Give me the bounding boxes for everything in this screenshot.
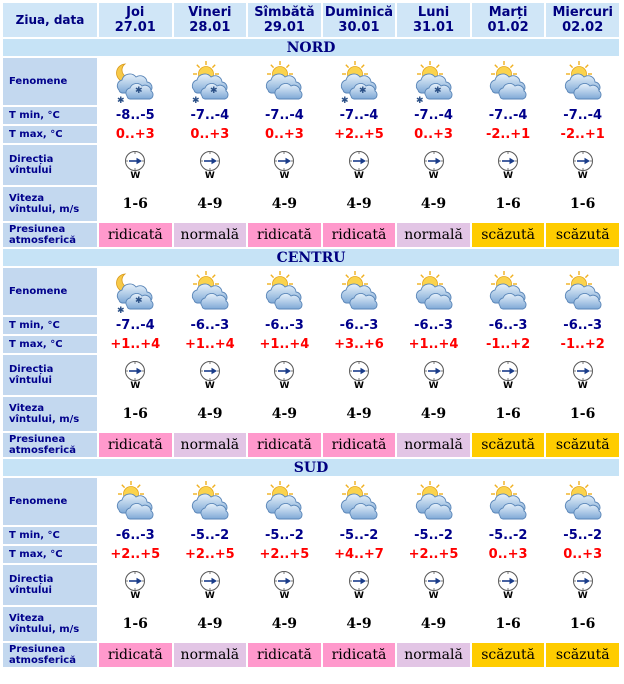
- wind-compass-icon: [423, 360, 445, 382]
- pressure-label: [3, 643, 97, 667]
- wind-direction-value: W: [204, 591, 215, 601]
- wind-direction-value: W: [503, 381, 514, 391]
- pressure-label-text: Presiunea: [9, 224, 66, 235]
- wind-speed-value: 4-9: [323, 187, 396, 221]
- sun-cloud-icon: [559, 270, 607, 314]
- wind-speed-value: 1-6: [472, 607, 545, 641]
- tmax-value: +1..+4: [248, 336, 321, 353]
- tmin-value: -6..-3: [248, 317, 321, 334]
- wind-direction-cell: [248, 145, 321, 185]
- pressure-value: scăzută: [472, 433, 545, 457]
- wind-compass-icon: [273, 360, 295, 382]
- wind-direction-value: W: [279, 591, 290, 601]
- tmax-value: +1..+4: [174, 336, 247, 353]
- sun-cloud-icon: [484, 270, 532, 314]
- wind-compass-icon: [497, 360, 519, 382]
- sun-cloud-icon: [260, 60, 308, 104]
- day-name: Duminică: [324, 5, 394, 20]
- tmin-label-text: T min, °C: [9, 110, 60, 121]
- tmax-value: 0..+3: [174, 126, 247, 143]
- tmax-value: -1..+2: [472, 336, 545, 353]
- svg-text:✱: ✱: [415, 95, 424, 104]
- fenomene-label: [3, 268, 97, 315]
- tmin-value: -5..-2: [546, 527, 619, 544]
- wind-compass-icon: [348, 570, 370, 592]
- pressure-value: ridicată: [323, 433, 396, 457]
- tmax-value: 0..+3: [99, 126, 172, 143]
- wind-compass-icon: [124, 570, 146, 592]
- wind-direction-cell: [472, 355, 545, 395]
- region-title: SUD: [3, 459, 619, 476]
- tmax-row: [3, 546, 619, 563]
- pressure-row: [3, 643, 619, 667]
- tmax-value: +1..+4: [99, 336, 172, 353]
- weather-cell: [174, 478, 247, 525]
- wind-compass-icon: [124, 360, 146, 382]
- pressure-value: normală: [397, 223, 470, 247]
- header-day: [472, 3, 545, 37]
- wind-direction-cell: [99, 565, 172, 605]
- svg-text:✱: ✱: [135, 85, 143, 96]
- pressure-value: normală: [174, 223, 247, 247]
- sun-cloud-icon: [484, 60, 532, 104]
- header-day: [546, 3, 619, 37]
- wind-compass-icon: [124, 150, 146, 172]
- weather-cell: [472, 268, 545, 315]
- day-name: Luni: [417, 5, 450, 20]
- day-name: Joi: [126, 5, 145, 20]
- weather-cell: [248, 478, 321, 525]
- wind-speed-value: 4-9: [174, 607, 247, 641]
- wind-speed-value: 4-9: [323, 607, 396, 641]
- tmax-value: +2..+5: [99, 546, 172, 563]
- pressure-value: ridicată: [323, 643, 396, 667]
- wind-speed-label-text-2: vîntului, m/s: [9, 204, 80, 215]
- wind-direction-row: [3, 565, 619, 605]
- wind-direction-cell: [174, 355, 247, 395]
- pressure-label-text: Presiunea: [9, 644, 66, 655]
- wind-direction-value: W: [130, 381, 141, 391]
- tmin-label: [3, 527, 97, 544]
- fenomene-label-text: Fenomene: [9, 496, 68, 507]
- svg-text:✱: ✱: [117, 95, 125, 104]
- header-row: [3, 3, 619, 37]
- fenomene-label: [3, 58, 97, 105]
- wind-speed-value: 4-9: [397, 607, 470, 641]
- tmin-value: -5..-2: [397, 527, 470, 544]
- wind-speed-value: 1-6: [99, 187, 172, 221]
- tmin-label: [3, 107, 97, 124]
- wind-speed-label-text-2: vîntului, m/s: [9, 624, 80, 635]
- wind-direction-cell: [546, 565, 619, 605]
- tmax-value: +1..+4: [397, 336, 470, 353]
- svg-text:✱: ✱: [191, 95, 200, 104]
- wind-direction-value: W: [428, 381, 439, 391]
- day-date: 29.01: [263, 20, 305, 35]
- sun-cloud-icon: [260, 270, 308, 314]
- pressure-value: normală: [397, 433, 470, 457]
- pressure-row: [3, 223, 619, 247]
- wind-compass-icon: [423, 150, 445, 172]
- wind-compass-icon: [199, 360, 221, 382]
- pressure-label-text-2: atmosferică: [9, 445, 76, 456]
- tmin-row: [3, 317, 619, 334]
- moon-cloud-snow-icon: [111, 270, 159, 314]
- wind-direction-cell: [546, 145, 619, 185]
- wind-compass-icon: [348, 360, 370, 382]
- wind-direction-value: W: [428, 171, 439, 181]
- tmin-value: -5..-2: [174, 527, 247, 544]
- weather-cell: [174, 268, 247, 315]
- wind-speed-value: 4-9: [174, 397, 247, 431]
- fenomene-label: [3, 478, 97, 525]
- tmin-value: -5..-2: [472, 527, 545, 544]
- weather-cell: [546, 58, 619, 105]
- wind-compass-icon: [348, 150, 370, 172]
- wind-compass-icon: [199, 570, 221, 592]
- header-day: [99, 3, 172, 37]
- tmax-value: +2..+5: [174, 546, 247, 563]
- wind-speed-label: [3, 397, 97, 431]
- weather-cell: [248, 58, 321, 105]
- wind-direction-cell: [99, 355, 172, 395]
- tmin-value: -7..-4: [99, 317, 172, 334]
- wind-direction-value: W: [279, 381, 290, 391]
- wind-direction-label-text-2: vîntului: [9, 585, 52, 596]
- sun-cloud-icon: [111, 480, 159, 524]
- sun-cloud-icon: [335, 270, 383, 314]
- fenomene-label-text: Fenomene: [9, 76, 68, 87]
- region-header-row: [3, 249, 619, 266]
- tmax-value: -2..+1: [546, 126, 619, 143]
- pressure-value: ridicată: [248, 643, 321, 667]
- pressure-label-text-2: atmosferică: [9, 235, 76, 246]
- wind-direction-label-text: Direcția: [9, 364, 54, 375]
- wind-direction-label-text: Direcția: [9, 154, 54, 165]
- sun-cloud-snow-icon: [186, 60, 234, 104]
- wind-speed-value: 1-6: [546, 397, 619, 431]
- wind-direction-cell: [397, 145, 470, 185]
- tmin-value: -8..-5: [99, 107, 172, 124]
- tmax-value: -1..+2: [546, 336, 619, 353]
- sun-cloud-icon: [335, 480, 383, 524]
- wind-speed-value: 4-9: [397, 187, 470, 221]
- header-day: [174, 3, 247, 37]
- day-name: Sîmbătă: [254, 5, 315, 20]
- tmin-value: -7..-4: [323, 107, 396, 124]
- pressure-value: ridicată: [248, 223, 321, 247]
- wind-speed-label-text: Viteza: [9, 193, 45, 204]
- wind-direction-label-text-2: vîntului: [9, 165, 52, 176]
- pressure-value: normală: [174, 433, 247, 457]
- wind-speed-row: [3, 607, 619, 641]
- wind-speed-value: 4-9: [323, 397, 396, 431]
- weather-cell: [397, 268, 470, 315]
- wind-speed-label-text: Viteza: [9, 403, 45, 414]
- tmin-value: -6..-3: [174, 317, 247, 334]
- weather-cell: [323, 478, 396, 525]
- wind-direction-value: W: [130, 591, 141, 601]
- tmax-row: [3, 126, 619, 143]
- sun-cloud-icon: [260, 480, 308, 524]
- tmin-value: -7..-4: [472, 107, 545, 124]
- weather-cell: [546, 478, 619, 525]
- wind-speed-value: 1-6: [99, 607, 172, 641]
- tmin-value: -6..-3: [323, 317, 396, 334]
- tmax-value: -2..+1: [472, 126, 545, 143]
- weather-cell: [174, 58, 247, 105]
- wind-direction-value: W: [354, 381, 364, 391]
- tmin-value: -6..-3: [397, 317, 470, 334]
- tmax-label: [3, 336, 97, 353]
- wind-direction-cell: [397, 565, 470, 605]
- forecast-table: [1, 1, 621, 669]
- tmin-value: -5..-2: [248, 527, 321, 544]
- tmin-label: [3, 317, 97, 334]
- tmin-value: -7..-4: [546, 107, 619, 124]
- pressure-value: ridicată: [99, 223, 172, 247]
- sun-cloud-icon: [559, 60, 607, 104]
- wind-compass-icon: [572, 570, 594, 592]
- weather-cell: [248, 268, 321, 315]
- tmax-label: [3, 546, 97, 563]
- pressure-value: ridicată: [248, 433, 321, 457]
- wind-direction-label-text-2: vîntului: [9, 375, 52, 386]
- region-header-row: [3, 459, 619, 476]
- tmin-value: -6..-3: [546, 317, 619, 334]
- tmax-value: +2..+5: [248, 546, 321, 563]
- pressure-value: scăzută: [472, 223, 545, 247]
- tmax-label-text: T max, °C: [9, 339, 63, 350]
- tmax-value: 0..+3: [397, 126, 470, 143]
- day-date: 30.01: [338, 20, 380, 35]
- weather-cell: [397, 58, 470, 105]
- wind-direction-cell: [323, 355, 396, 395]
- wind-direction-label: [3, 145, 97, 185]
- wind-compass-icon: [423, 570, 445, 592]
- wind-direction-value: W: [577, 171, 588, 181]
- sun-cloud-icon: [410, 480, 458, 524]
- tmin-value: -7..-4: [397, 107, 470, 124]
- header-day: [397, 3, 470, 37]
- weather-cell: [472, 478, 545, 525]
- svg-text:✱: ✱: [358, 85, 367, 96]
- wind-direction-label: [3, 565, 97, 605]
- svg-text:✱: ✱: [135, 295, 143, 306]
- wind-direction-cell: [472, 145, 545, 185]
- wind-speed-label-text-2: vîntului, m/s: [9, 414, 80, 425]
- wind-direction-cell: [174, 145, 247, 185]
- day-date: 02.02: [562, 20, 604, 35]
- wind-direction-cell: [248, 565, 321, 605]
- fenomene-row: [3, 58, 619, 105]
- pressure-value: normală: [174, 643, 247, 667]
- pressure-label-text-2: atmosferică: [9, 655, 76, 666]
- region-header-row: [3, 39, 619, 56]
- tmax-value: +4..+7: [323, 546, 396, 563]
- tmax-value: 0..+3: [546, 546, 619, 563]
- wind-direction-value: W: [428, 591, 439, 601]
- wind-direction-label-text: Direcția: [9, 574, 54, 585]
- sun-cloud-snow-icon: [410, 60, 458, 104]
- tmin-value: -7..-4: [174, 107, 247, 124]
- tmax-value: +3..+6: [323, 336, 396, 353]
- tmax-value: 0..+3: [472, 546, 545, 563]
- pressure-value: scăzută: [472, 643, 545, 667]
- day-name: Vineri: [188, 5, 232, 20]
- wind-speed-value: 1-6: [546, 187, 619, 221]
- wind-direction-label: [3, 355, 97, 395]
- wind-direction-cell: [99, 145, 172, 185]
- tmin-row: [3, 107, 619, 124]
- wind-direction-value: W: [354, 171, 364, 181]
- tmax-value: +2..+5: [397, 546, 470, 563]
- wind-direction-cell: [472, 565, 545, 605]
- day-name: Marți: [488, 5, 528, 20]
- region-title: NORD: [3, 39, 619, 56]
- wind-speed-value: 1-6: [472, 397, 545, 431]
- tmin-value: -6..-3: [472, 317, 545, 334]
- wind-speed-value: 4-9: [248, 397, 321, 431]
- wind-direction-row: [3, 355, 619, 395]
- wind-direction-cell: [546, 355, 619, 395]
- wind-speed-label: [3, 607, 97, 641]
- sun-cloud-icon: [484, 480, 532, 524]
- pressure-value: scăzută: [546, 223, 619, 247]
- header-day: [248, 3, 321, 37]
- svg-text:✱: ✱: [209, 85, 218, 96]
- fenomene-label-text: Fenomene: [9, 286, 68, 297]
- wind-direction-value: W: [279, 171, 290, 181]
- wind-direction-value: W: [354, 591, 364, 601]
- wind-speed-label: [3, 187, 97, 221]
- sun-cloud-icon: [186, 270, 234, 314]
- pressure-label: [3, 433, 97, 457]
- pressure-label: [3, 223, 97, 247]
- weather-cell: [323, 58, 396, 105]
- wind-direction-value: W: [577, 591, 588, 601]
- wind-speed-value: 1-6: [546, 607, 619, 641]
- header-day: [323, 3, 396, 37]
- weather-cell: [99, 58, 172, 105]
- day-date: 27.01: [114, 20, 156, 35]
- day-date: 01.02: [487, 20, 529, 35]
- tmax-value: 0..+3: [248, 126, 321, 143]
- pressure-value: ridicată: [99, 643, 172, 667]
- sun-cloud-icon: [559, 480, 607, 524]
- wind-direction-value: W: [204, 171, 215, 181]
- wind-speed-value: 4-9: [248, 187, 321, 221]
- day-name: Miercuri: [552, 5, 613, 20]
- wind-direction-row: [3, 145, 619, 185]
- wind-direction-cell: [248, 355, 321, 395]
- tmax-label-text: T max, °C: [9, 549, 63, 560]
- sun-cloud-icon: [186, 480, 234, 524]
- pressure-value: ridicată: [99, 433, 172, 457]
- wind-direction-value: W: [130, 171, 141, 181]
- wind-speed-label-text: Viteza: [9, 613, 45, 624]
- weather-cell: [397, 478, 470, 525]
- wind-compass-icon: [273, 150, 295, 172]
- day-date: 31.01: [412, 20, 455, 35]
- header-label: Ziua, data: [3, 3, 97, 37]
- pressure-label-text: Presiunea: [9, 434, 66, 445]
- tmin-value: -6..-3: [99, 527, 172, 544]
- svg-text:✱: ✱: [117, 305, 125, 314]
- tmin-value: -5..-2: [323, 527, 396, 544]
- sun-cloud-icon: [410, 270, 458, 314]
- wind-speed-value: 4-9: [248, 607, 321, 641]
- weather-cell: [472, 58, 545, 105]
- weather-cell: [99, 268, 172, 315]
- pressure-value: scăzută: [546, 643, 619, 667]
- wind-direction-cell: [323, 565, 396, 605]
- svg-text:✱: ✱: [340, 95, 349, 104]
- wind-speed-value: 1-6: [472, 187, 545, 221]
- tmin-label-text: T min, °C: [9, 320, 60, 331]
- tmax-row: [3, 336, 619, 353]
- tmax-label: [3, 126, 97, 143]
- sun-cloud-snow-icon: [335, 60, 383, 104]
- weather-cell: [99, 478, 172, 525]
- wind-speed-value: 4-9: [397, 397, 470, 431]
- wind-speed-value: 1-6: [99, 397, 172, 431]
- wind-direction-value: W: [577, 381, 588, 391]
- wind-speed-row: [3, 187, 619, 221]
- moon-cloud-snow-icon: [111, 60, 159, 104]
- tmax-value: +2..+5: [323, 126, 396, 143]
- weather-cell: [323, 268, 396, 315]
- pressure-value: ridicată: [323, 223, 396, 247]
- wind-direction-value: W: [503, 171, 514, 181]
- fenomene-row: [3, 268, 619, 315]
- wind-compass-icon: [497, 150, 519, 172]
- wind-direction-value: W: [503, 591, 514, 601]
- wind-compass-icon: [273, 570, 295, 592]
- wind-compass-icon: [199, 150, 221, 172]
- wind-direction-value: W: [204, 381, 215, 391]
- day-date: 28.01: [189, 20, 231, 35]
- wind-direction-cell: [323, 145, 396, 185]
- wind-speed-value: 4-9: [174, 187, 247, 221]
- wind-direction-cell: [397, 355, 470, 395]
- tmin-value: -7..-4: [248, 107, 321, 124]
- svg-text:✱: ✱: [433, 85, 442, 96]
- wind-compass-icon: [497, 570, 519, 592]
- pressure-value: scăzută: [546, 433, 619, 457]
- wind-compass-icon: [572, 150, 594, 172]
- pressure-row: [3, 433, 619, 457]
- wind-speed-row: [3, 397, 619, 431]
- region-title: CENTRU: [3, 249, 619, 266]
- fenomene-row: [3, 478, 619, 525]
- tmin-row: [3, 527, 619, 544]
- wind-direction-cell: [174, 565, 247, 605]
- wind-compass-icon: [572, 360, 594, 382]
- tmax-label-text: T max, °C: [9, 129, 63, 140]
- tmin-label-text: T min, °C: [9, 530, 60, 541]
- pressure-value: normală: [397, 643, 470, 667]
- weather-cell: [546, 268, 619, 315]
